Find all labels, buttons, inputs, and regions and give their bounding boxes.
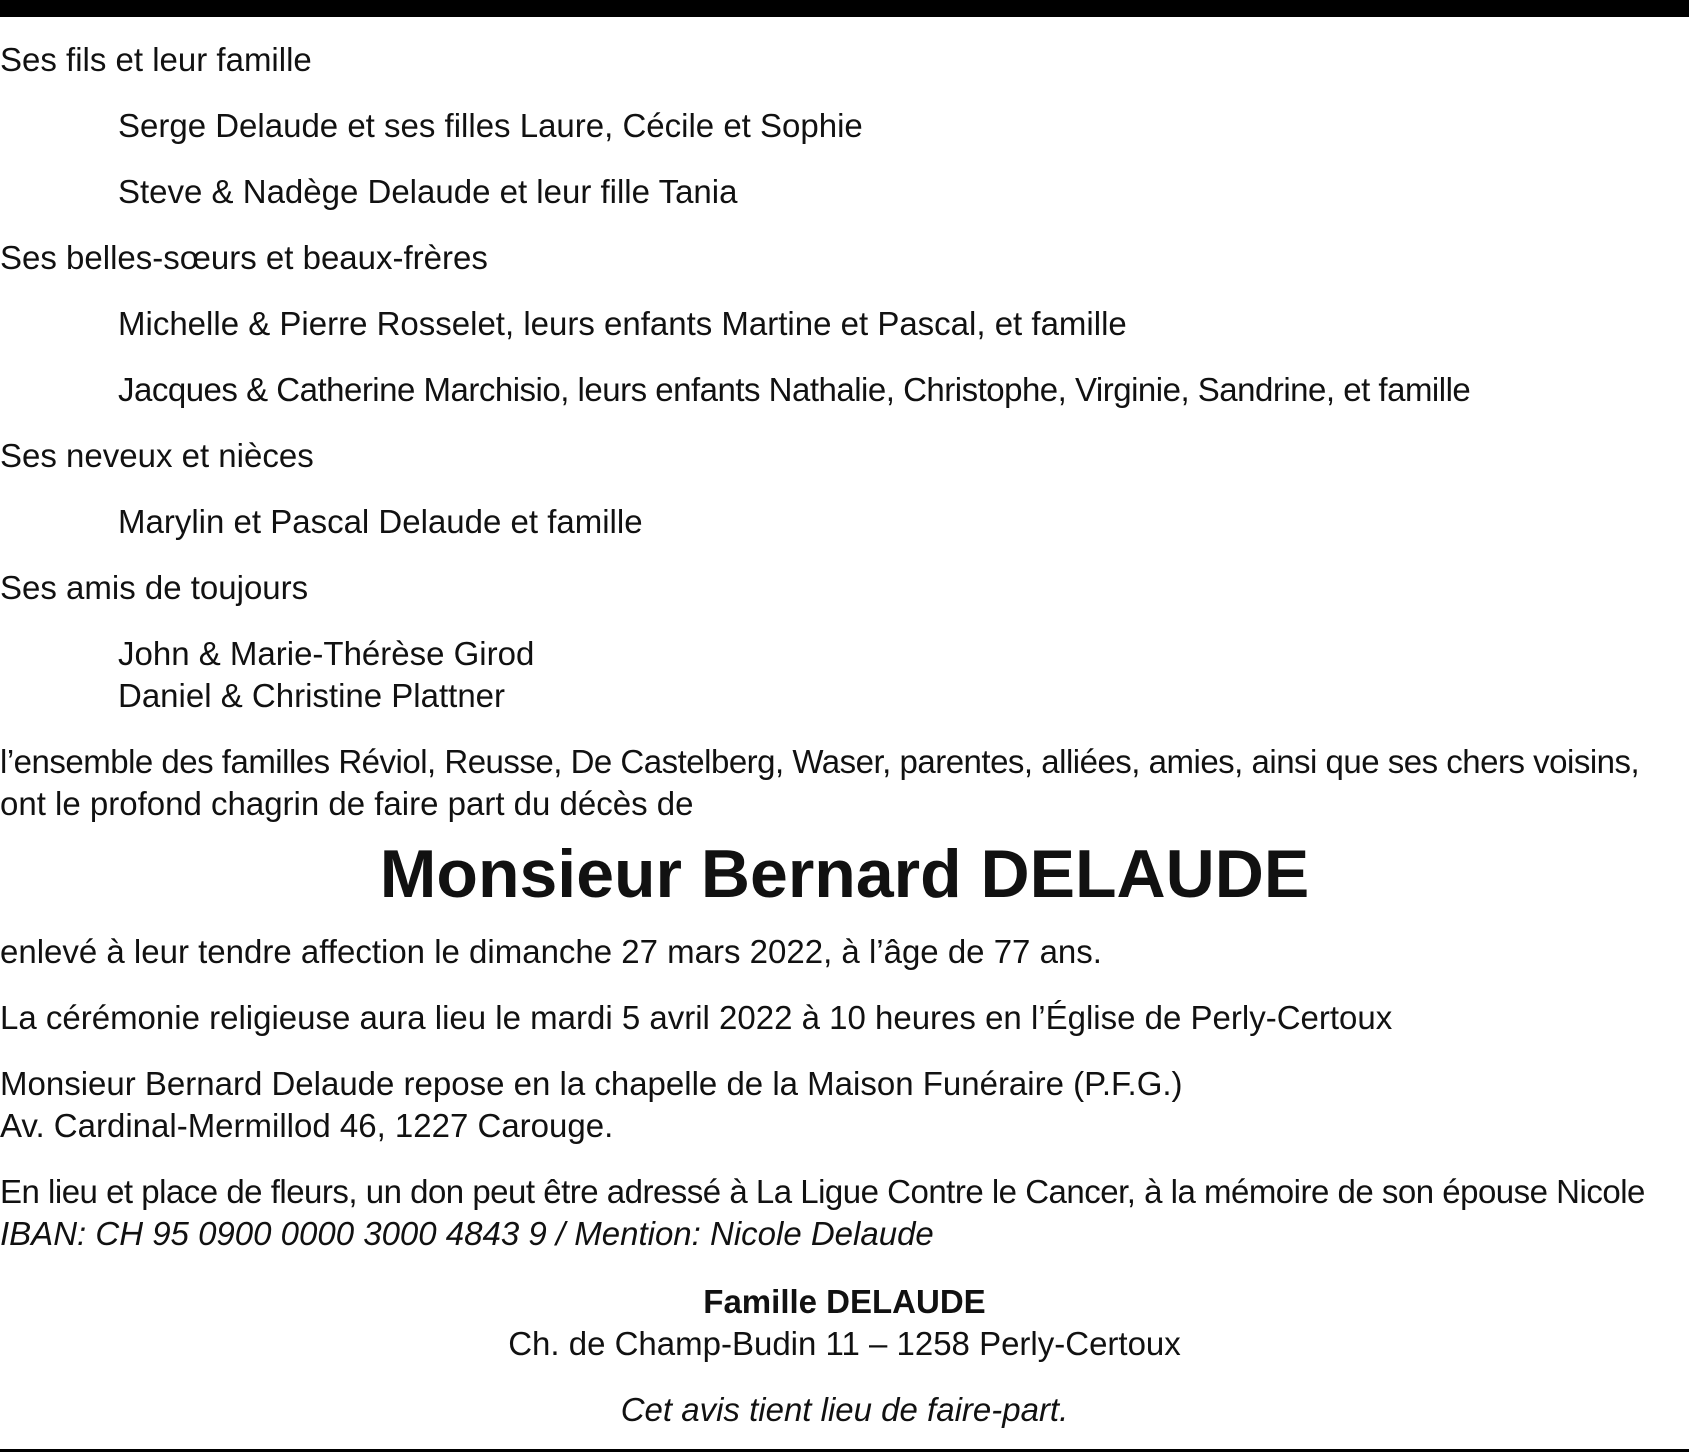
signature-family: Famille DELAUDE bbox=[703, 1283, 986, 1320]
donation-text: En lieu et place de fleurs, un don peut être adressé à La Ligue Contre le Cancer, à la mémoire de son épouse Nicole bbox=[0, 1173, 1645, 1210]
section-heading-nephews: Ses neveux et nièces bbox=[0, 437, 314, 474]
section-heading-sons: Ses fils et leur famille bbox=[0, 41, 312, 78]
donation-iban: IBAN: CH 95 0900 0000 3000 4843 9 / Mention: Nicole Delaude bbox=[0, 1215, 934, 1252]
section-heading-friends: Ses amis de toujours bbox=[0, 569, 309, 606]
family-member-line: Serge Delaude et ses filles Laure, Cécile et Sophie bbox=[118, 107, 863, 144]
repose-address: Av. Cardinal-Mermillod 46, 1227 Carouge. bbox=[0, 1107, 614, 1144]
extended-families-text: l’ensemble des familles Réviol, Reusse, De Castelberg, Waser, parentes, alliées, amies, ainsi que ses chers voisins, bbox=[0, 743, 1640, 780]
deceased-name: Monsieur Bernard DELAUDE bbox=[379, 836, 1310, 912]
family-member-line: Marylin et Pascal Delaude et famille bbox=[118, 503, 643, 540]
repose-text: Monsieur Bernard Delaude repose en la chapelle de la Maison Funéraire (P.F.G.) bbox=[0, 1065, 1183, 1102]
bottom-border bbox=[0, 1449, 1689, 1452]
family-member-line: Jacques & Catherine Marchisio, leurs enfants Nathalie, Christophe, Virginie, Sandrine, et famille bbox=[118, 371, 1471, 408]
family-member-line: Daniel & Christine Plattner bbox=[118, 677, 506, 714]
ceremony-text: La cérémonie religieuse aura lieu le mardi 5 avril 2022 à 10 heures en l’Église de Perly-Certoux bbox=[0, 999, 1393, 1036]
closing-note: Cet avis tient lieu de faire-part. bbox=[620, 1391, 1069, 1428]
announcement-text: ont le profond chagrin de faire part du décès de bbox=[0, 785, 694, 822]
signature-address: Ch. de Champ-Budin 11 – 1258 Perly-Certoux bbox=[508, 1325, 1181, 1362]
family-member-line: Steve & Nadège Delaude et leur fille Tania bbox=[118, 173, 738, 210]
section-heading-in-laws: Ses belles-sœurs et beaux-frères bbox=[0, 239, 488, 276]
family-member-line: John & Marie-Thérèse Girod bbox=[118, 635, 535, 672]
death-notice-text: enlevé à leur tendre affection le dimanche 27 mars 2022, à l’âge de 77 ans. bbox=[0, 933, 1102, 970]
family-member-line: Michelle & Pierre Rosselet, leurs enfants Martine et Pascal, et famille bbox=[118, 305, 1127, 342]
